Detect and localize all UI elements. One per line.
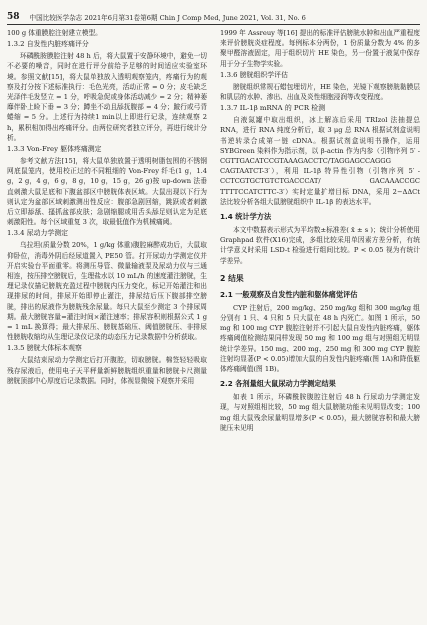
section-heading: 1.3.6 膀胱组织学评估 [220, 70, 288, 79]
section-heading: 1.4 统计学方法 [220, 212, 272, 222]
section-heading: 1.3.2 自发性内脏疼痛评分 [7, 40, 89, 49]
section-heading: 1.3.7 IL-1β mRNA 的 PCR 检测 [220, 104, 325, 113]
section-heading: 1.3.3 Von-Frey 躯体疼痛测定 [7, 145, 102, 154]
right-column [220, 28, 420, 621]
body-paragraph: CYP 注射后，200 mg/kg、250 mg/kg 组和 300 mg/kg 组分别有 1 只、4 只和 5 只大鼠在 48 h 内死亡。如图 1 所示，50 mg 和 100 mg CYP 腹腔注射并不引起大鼠自发性内脏疼痛，躯体疼痛阈值检测结果同样发现 50 mg 和 100 mg 组与对照组无明显统计学差异。150 mg、200 mg、250 mg 和 300 mg CYP 腹腔注射均显著(P < 0.05)增加大鼠的自发性内脏疼痛(图 1A)和降低躯体疼痛阈值(图 1B)。 [220, 303, 420, 374]
running-header [7, 6, 420, 25]
body-paragraph: 1999 年 Assreuy 等[16] 提出的标准评估膀胱水肿和出血严重程度来评价膀胱炎症程度。每例标本分两份，1 份质量分数为 4% 的多聚甲醛溶液固定，用于组织切片 HE 染色，另一份置于液氮中保存用于分子生物学实验。 [220, 29, 420, 68]
section-heading: 1.3.5 膀胱大体标本观察 [7, 344, 82, 353]
body-paragraph: 环磷酰胺膜腔注射 48 h 后，将大鼠置于安静环境中，避免一切不必要的噪音，同时在进行评分前给予足够的时间适应实验室环境。参照文献[15]，将大鼠单独放入透明观察笼内，疼痛行为的观察及打分按下述标准执行：毛色光亮，活动正常 = 0 分；皮毛缺乏光泽伴毛发竖立 = 1 分，呼吸急促或身体活动减少 = 2 分；精神萎靡伴卧上睑下垂 = 3 分；蹲坐不动且舔抚腹部 = 4 分；跛行或弓背蜷缩 = 5 分。上述行为持续1 min以上即进行记录，连续观察 2 h，累积相加得出疼痛评分。由两位研究者独立评分，再进行统计分析。 [7, 52, 207, 142]
body-paragraph: 如表 1 所示，环磷酰胺腹腔注射后 48 h 行尿动力学测定发现，与对照组相比较，50 mg 组大鼠膀胱功能未见明显改变；100 mg 组大鼠残余尿量明显增多(P < 0.05)，最大膀胱容积和最大膀胱压未见明 [220, 393, 420, 432]
body-paragraph: 膀胱组织常规石蜡包埋切片，HE 染色，光镜下观察膀胱黏膜层和肌层的水肿、渗出、出血及炎性细胞浸润等改变程度。 [220, 82, 420, 102]
section-heading: 1.3.4 尿动力学测定 [7, 229, 69, 238]
body-paragraph: 自液氮罐中取出组织，冰上解冻后采用 TRIzol 法抽提总 RNA，进行 RNA 纯度分析后，取 3 μg 总 RNA 根据试剂盒说明书逆转录合成第一链 cDNA。根据试剂盒说明书操作，运用 SYBGreen 染料作为指示剂，以 β-actin 作为内参（引物序列 5′ -CGTTGACATCCGTAAAGACCTC/TAGGAGCCAGGG CAGTAATCT-3′），利用 IL-1β 特异性引物（引物序列 5′ -CCTCGTGCTGTCTGACCCAT/ GACAAACCGC TTTTCCATCTTC-3′）实时定量扩增目标 DNA，采用 2−ΔΔCt 法比较分析各组大鼠膀胱组织中 IL-1β 的表达水平。 [220, 116, 420, 206]
body-paragraph: 100 g 体重膜腔注射建立模型。 [7, 29, 102, 37]
body-paragraph: 乌拉坦(质量分数 20%，1 g/kg 体重)腹腔麻醉成功后，大鼠取仰卧位，消毒外阴后经尿道置入 PE50 管。打开尿动力学测定仪并开启实验台平面重零。将测压导管、微量输液泵及尿动力仪与三通相连，按压排空膀胱后，生理盐水以 10 mL/h 的速度灌注膀胱，生理记录仪描记膀胱充盈过程中膀胱内压力变化，标记开始灌注和出现排尿的时间，排尿开始即停止灌注，排尿结后压下腹部排空膀胱，排出的尿液作为膀胱残余尿量。每只大鼠至少测定 3 个排尿周期。最大膀胱容量=灌注时间×灌注速率；排尿容积则根据公式 1 g = 1 mL 换算得；最大排尿压、膀胱基础压、阈值膀胱压、非排尿性膀胱收缩均从生理记录仪记录的动态压力记录数据中分析获取。 [7, 241, 207, 342]
page-number: 58 [7, 12, 20, 22]
body-paragraph: 大鼠结束尿动力学测定后打开腹腔，切取膀胱。棉签轻轻吸取残存尿液后，使用电子天平秤量新鲜膀胱组织重量和膀胱卡尺测量膀胱顶部中心厚度后记录数据。同时，体视显微镜下观察并采用 [7, 356, 207, 385]
body-paragraph: 参考文献方法[15]，将大鼠单独放置于透明树脂包围的不锈钢网底鼠笼内，使用校正过的不同粗细的 Von-Frey 纤毛(1 g，1.4 g，2 g，4 g，6 g，8 g，10 g，15 g，26 g)按 up-down 法垂直刺激大鼠足底和下腹盆部区中膀胱体表区域。大鼠出现以下行为则认定为盆部区域刺激测出性反应：腹部急剧回缩，跳跃或者刺激后立即舔舐、搔抓盆部皮肤；急剧缩腿或用舌头舔足则认定为足底刺激阳性。每个区域重复 3 次，取最低值作为机械痛阈。 [7, 157, 207, 227]
section-heading: 2 结果 [220, 273, 244, 283]
journal-running-title: 中国比较医学杂志 2021年6月第31卷第6期 Chin J Comp Med, June 2021, Vol. 31, No. 6 [29, 14, 306, 22]
article-body [7, 28, 420, 621]
section-heading: 2.1 一般观察及自发性内脏和躯体痛觉评估 [220, 289, 358, 299]
body-paragraph: 本文中数据表示形式为平均数±标准差( x̄ ± s )；统计分析使用 Graphpad 软件(X16)完成，多组比较采用单因素方差分析，有统计学意义时采用 LSD-t 检验进行组间比较。P < 0.05 视为有统计学差异。 [220, 226, 420, 265]
left-column [7, 28, 207, 621]
section-heading: 2.2 各剂量组大鼠尿动力学测定结果 [220, 379, 336, 389]
